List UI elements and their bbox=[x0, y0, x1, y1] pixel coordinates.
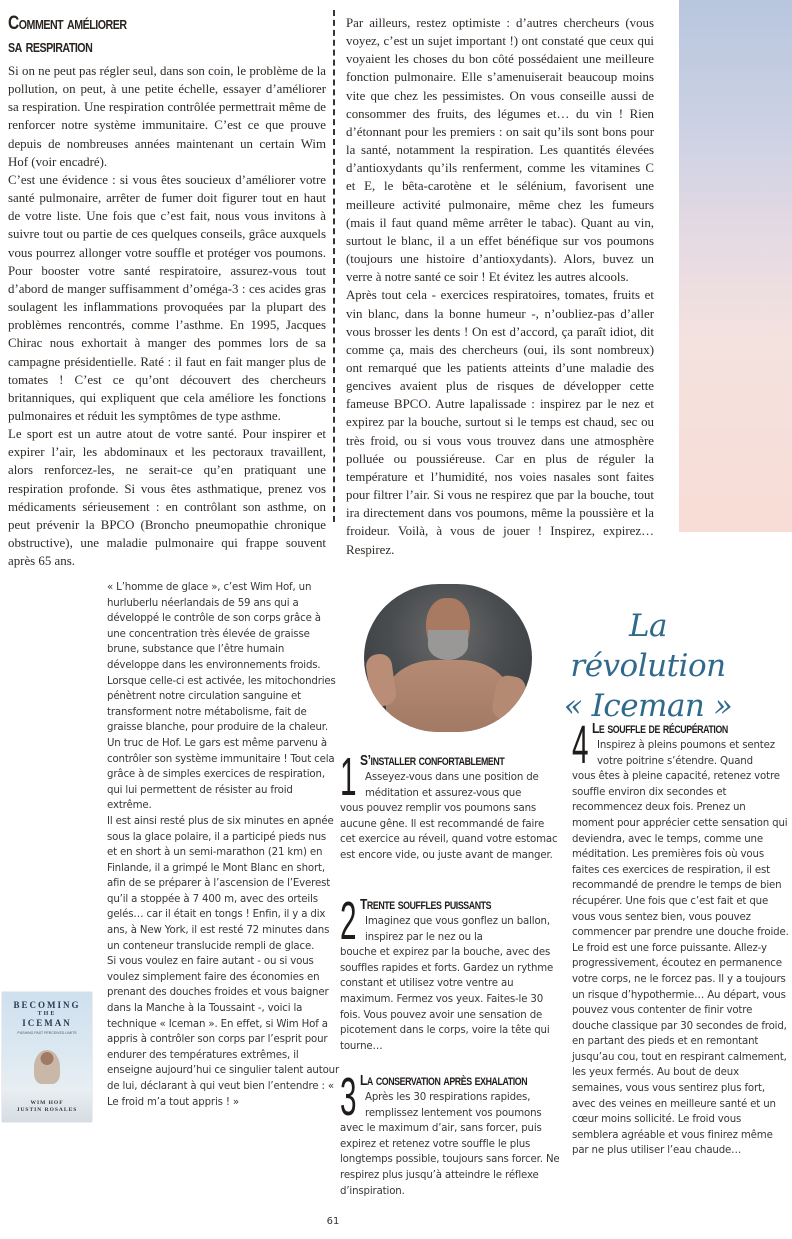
book-title-line3: ICEMAN bbox=[22, 1018, 72, 1028]
step-body bbox=[572, 738, 790, 1159]
step-body bbox=[340, 1090, 562, 1199]
step-lead: Après les 30 respirations rapides, remplissez lentement vos poumons bbox=[365, 1092, 542, 1119]
step-body bbox=[340, 770, 562, 864]
portrait-torso bbox=[386, 660, 510, 732]
article-heading bbox=[8, 12, 270, 58]
step-title: Trente souffles puissants bbox=[360, 896, 492, 913]
step-number: 2 bbox=[340, 891, 357, 951]
paragraph: C’est une évidence : si vous êtes soucieux d’améliorer votre santé pulmonaire, arrêter de fumer doit figurer tout en haut de votre liste. Une fois que c’est fait, nous vous invitons à suivre tout ou partie de ces quelques conseils, grâce auxquels vous pourrez allonger votre souffle et protéger vos poumons. Pour booster votre santé respiratoire, assurez-vous tout d’abord de manger suffisamment d’oméga-3 : ces acides gras soulagent les inflammations provoquées par la plupart des problèmes rencontrés, comme l’asthme. En 1995, Jacques Chirac nous exhortait à manger des pommes lors de sa campagne présidentielle. Raté : il faut en fait manger plus de tomates ! C’est ce qu’ont découvert des chercheurs britanniques, qui expliquent que cela améliore les fonctions pulmonaires et réduit les symptômes de type asthme. bbox=[8, 172, 326, 423]
step-text-2: Le froid est une force puissante. Allez-y progressivement, écoutez en permanence votre corps, ne le forcez pas. Il y a toujours un risque d’hypothermie… Au départ, vous pouvez vous contenter de finir votre douche classique par 30 secondes de froid, en partant des pieds et en remontant jusqu’au cou, tout en respirant calmement, les yeux fermés. Au bout de deux semaines, vous vous sentirez plus fort, avec des veines en meilleure santé et un cœur moins sollicité. Le froid vous semblera agréable et vous finirez même par ne plus utiliser l’eau chaude… bbox=[572, 942, 787, 1157]
wim-hof-portrait bbox=[364, 584, 532, 732]
book-authors bbox=[2, 1100, 92, 1114]
article-middle-column bbox=[346, 14, 654, 559]
book-author-2: JUSTIN ROSALES bbox=[16, 1107, 78, 1113]
step-number: 1 bbox=[340, 747, 357, 807]
step-lead: Asseyez-vous dans une position de méditation et assurez-vous que bbox=[365, 772, 539, 799]
article-heading-line2: sa respiration bbox=[8, 36, 93, 57]
book-title-line1: BECOMING bbox=[13, 1000, 81, 1010]
portrait-left-hand bbox=[365, 652, 398, 707]
book-subtitle: PUSHING PAST PERCEIVED LIMITS bbox=[17, 1031, 77, 1035]
iceman-box-title bbox=[548, 606, 748, 726]
step-2 bbox=[340, 891, 562, 1054]
page-number: 61 bbox=[326, 1216, 340, 1227]
paragraph: « L’homme de glace », c’est Wim Hof, un hurluberlu néerlandais de 59 ans qui a développé le contrôle de son corps grâce à une concentration très élevée de graisse brune, substance que l’être humain développe dans les environnements froids. Lorsque celle-ci est activée, les mitochondries pénètrent notre circulation sanguine et transforment notre métabolisme, fait de graisse blanche, pour produire de la chaleur. Un truc de Hof. Le gars est même parvenu à contrôler son système immunitaire ! Tout cela grâce à de simples exercices de respiration, qui lui permettent de résister au froid extrême. bbox=[107, 582, 336, 812]
iceman-title-line1: La révolution bbox=[570, 608, 726, 684]
paragraph: Si on ne peut pas régler seul, dans son coin, le problème de la pollution, on peut, à une petite échelle, essayer d’améliorer sa respiration. Une respiration contrôlée permettrait même de renforcer notre système immunitaire. C’est ce que prouve depuis de nombreuses années maintenant un certain Wim Hof (voir encadré). bbox=[8, 64, 326, 169]
step-3 bbox=[340, 1067, 562, 1199]
meditating-figure-icon bbox=[34, 1050, 60, 1084]
step-title: S’installer confortablement bbox=[360, 752, 505, 769]
step-number: 3 bbox=[340, 1067, 357, 1127]
step-text: bouche et expirez par la bouche, avec des souffles rapides et forts. Gardez un rythme constant et utilisez votre ventre au maximum. Fermez vos yeux. Faites-le 30 fois. Vous pouvez avoir une sensation de picotement dans le corps, voire la tête qui tourne… bbox=[340, 947, 554, 1052]
step-title: La conservation après exhalation bbox=[360, 1072, 528, 1089]
portrait-beard bbox=[428, 630, 468, 660]
step-text: avec le maximum d’air, sans forcer, puis expirez et retenez votre souffle le plus longtemps possible, toujours sans forcer. Ne respirez plus jusqu’à atteindre le réflexe d’inspiration. bbox=[340, 1123, 560, 1197]
book-cover-becoming-the-iceman bbox=[2, 992, 92, 1122]
step-body bbox=[340, 914, 562, 1054]
book-title-line2: THE bbox=[37, 1011, 57, 1017]
column-divider bbox=[333, 10, 335, 522]
decorative-gradient-strip bbox=[679, 0, 792, 532]
paragraph: Après tout cela - exercices respiratoires, tomates, fruits et vin blanc, dans la bonne humeur -, n’oubliez-pas d’aller vous brosser les dents ! On est d’accord, ça paraît idiot, dit comme ça, mais des chercheurs (oui, ils sont nombreux) ont remarqué que les patients atteints d’une maladie des gencives avaient plus de risques de développer cette fameuse BPCO. Autre lapalissade : inspirez par le nez et expirez par la bouche, surtout si le temps est chaud, sec ou très froid, ou si vous vous trouvez dans une atmosphère polluée ou poussiéreuse. Car en plus de réguler la température et l’humidité, nos voies nasales sont faites pour filtrer l’air. Si vous ne respirez que par la bouche, tout ira directement dans vos poumons, même la poussière et la froideur. Voilà, à vous de jouer ! Inspirez, expirez… Respirez. bbox=[346, 288, 654, 557]
step-text: vous êtes à pleine capacité, retenez votre souffle environ dix secondes et recommencez deux fois. Prenez un moment pour apprécier cette sensation qui deviendra, avec le temps, comme une méditation. Les premières fois où vous faites ces exercices de respiration, il est recommandé de prendre le temps de bien récupérer. Une fois que c’est fait et que vous vous sentez bien, vous pouvez commencer par prendre une douche froide. bbox=[572, 771, 789, 939]
step-lead: Inspirez à pleins poumons et sentez votre poitrine s’étendre. Quand bbox=[597, 740, 775, 767]
paragraph: Le sport est un autre atout de votre santé. Pour inspirer et expirer l’air, les abdominaux et les pectoraux travaillent, alors renforcez-les, ne serait-ce qu’en pratiquant une respiration profonde. Si vous êtes asthmatique, prenez vos médicaments sérieusement : en contrôlant son asthme, on peut prévenir la BPCO (Broncho pneumopathie chronique obstructive), une maladie pulmonaire qui frappe souvent après 65 ans. bbox=[8, 427, 326, 569]
step-4 bbox=[572, 715, 790, 1159]
article-heading-line1: Comment améliorer bbox=[8, 13, 127, 34]
step-number: 4 bbox=[572, 715, 589, 775]
book-author-1: WIM HOF bbox=[30, 1100, 64, 1106]
article-left-column bbox=[8, 62, 326, 570]
iceman-title-line2: « Iceman » bbox=[563, 688, 733, 724]
step-text: vous pouvez remplir vos poumons sans aucune gêne. Il est recommandé de faire cet exercice au réveil, quand votre estomac est encore vide, ou juste avant de manger. bbox=[340, 803, 558, 861]
paragraph: Il est ainsi resté plus de six minutes en apnée sous la glace polaire, il a participé pieds nus et en short à un semi-marathon (21 km) en Finlande, il a grimpé le Mont Blanc en short, afin de se préparer à l’ascension de l’Everest qu’il a stoppée à 7 400 m, avec des orteils gelés… car il était en tongs ! Enfin, il y a dix ans, à New York, il est resté 72 minutes dans un conteneur translucide rempli de glace. bbox=[107, 815, 334, 952]
iceman-box-intro bbox=[107, 580, 339, 1110]
paragraph: Si vous voulez en faire autant - ou si vous voulez simplement faire des économies en prenant des douches froides et vous baigner dans la Manche à la Toussaint -, voici la technique « Iceman ». En effet, si Wim Hof a appris à contrôler son corps par l’esprit pour endurer des températures extrêmes, il enseigne aujourd’hui ce singulier talent autour de lui, déclarant à qui veut bien l’entendre : « Le froid m’a tout appris ! » bbox=[107, 956, 340, 1108]
step-title: Le souffle de récupération bbox=[592, 720, 728, 737]
step-lead: Imaginez que vous gonflez un ballon, inspirez par le nez ou la bbox=[365, 916, 550, 943]
step-1 bbox=[340, 747, 562, 864]
paragraph: Par ailleurs, restez optimiste : d’autres chercheurs (vous voyez, c’est un sujet important !) ont constaté que ceux qui voyaient les choses du bon côté possédaient une meilleure fonction pulmonaire. Elle s’amenuiserait beaucoup moins vite que chez les pessimistes. On vous conseille aussi de consommer des fruits, des légumes et… du vin ! Rien d’étonnant pour les premiers : on sait qu’ils sont bons pour la santé, notamment la respiration. Les quantités élevées d’antioxydants qu’ils renferment, comme les vitamines C et E, le bêta-carotène et le sélénium, favorisent une meilleure activité pulmonaire, même chez les fumeurs (mais il faut quand même arrêter le tabac). Quant au vin, surtout le blanc, il a un effet bénéfique sur vos poumons (toujours une histoire d’antioxydants). Alors, buvez un verre à notre santé ce soir ! Et évitez les autres alcools. bbox=[346, 16, 654, 285]
